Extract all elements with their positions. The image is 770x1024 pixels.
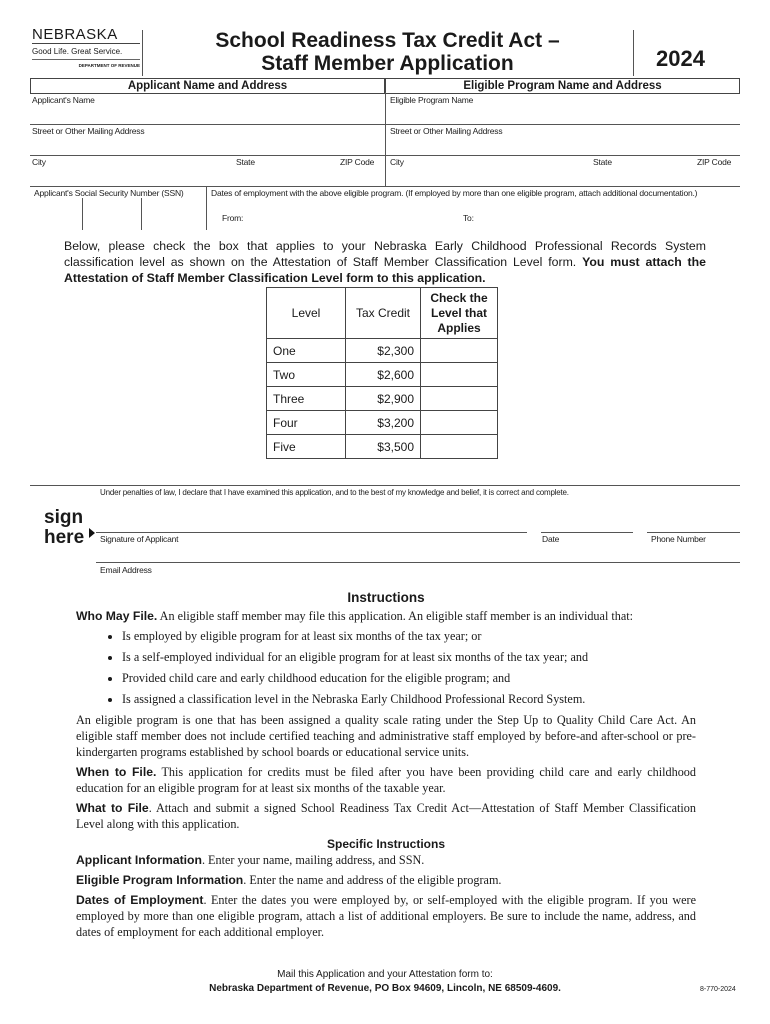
program-street-input[interactable] bbox=[390, 137, 742, 155]
email-input[interactable] bbox=[98, 545, 742, 563]
divider bbox=[30, 186, 740, 187]
list-item: • Is employed by eligible program for at least six months of the tax year; or bbox=[122, 628, 696, 644]
eligible-program-text: An eligible program is one that has been assigned a quality scale rating under the Step Up to Quality Child Care Act. An eligible staff member does not include certified teaching and administrative staff employed by before-and after-school or pre-kindergarten programs established by school boards or educational service units. bbox=[76, 713, 696, 759]
instructions-heading: Instructions bbox=[347, 590, 425, 605]
logo-name: NEBRASKA bbox=[32, 27, 140, 44]
table-row: Two $2,600 bbox=[267, 363, 498, 387]
who-may-file: Who May File. An eligible staff member may file this application. An eligible staff member is an individual that: bbox=[76, 609, 634, 623]
list-item: • Is a self-employed individual for an eligible program for at least six months of the tax year; and bbox=[122, 649, 696, 665]
classification-instructions: Below, please check the box that applies to your Nebraska Early Childhood Professional Records System classification level as shown on the Attestation of Staff Member Classification Level form. You must attach the Attestation of Staff Member Classification Level form to this application. bbox=[64, 239, 707, 285]
eligibility-list bbox=[76, 628, 696, 707]
from-date-input[interactable] bbox=[250, 209, 454, 227]
signature-line bbox=[96, 532, 527, 533]
mailing-address: Nebraska Department of Revenue, PO Box 94609, Lincoln, NE 68509-4609. bbox=[209, 983, 561, 994]
specific-instructions-heading: Specific Instructions bbox=[326, 837, 446, 851]
logo-dept: DEPARTMENT OF REVENUE bbox=[78, 63, 140, 68]
program-state-label: State bbox=[593, 157, 612, 167]
logo-tagline: Good Life. Great Service. bbox=[32, 47, 140, 60]
divider bbox=[30, 124, 740, 125]
program-street-label: Street or Other Mailing Address bbox=[390, 126, 503, 136]
col-check: Check the Level that Applies bbox=[421, 288, 498, 339]
to-date-input[interactable] bbox=[480, 209, 734, 227]
program-city-input[interactable] bbox=[390, 168, 742, 186]
email-line bbox=[96, 562, 740, 563]
level-checkbox[interactable] bbox=[421, 339, 498, 363]
dates-label: Dates of employment with the above eligible program. (If employed by more than one eligible program, attach additional documentation.) bbox=[211, 188, 698, 198]
form-number: 8-770-2024 bbox=[700, 986, 736, 993]
table-row: Five $3,500 bbox=[267, 435, 498, 459]
level-checkbox[interactable] bbox=[421, 435, 498, 459]
program-city-label: City bbox=[390, 157, 404, 167]
applicant-information: Applicant Information. Enter your name, mailing address, and SSN. bbox=[76, 853, 425, 867]
phone-label: Phone Number bbox=[651, 534, 706, 544]
signature-input[interactable] bbox=[98, 512, 530, 532]
applicant-street-label: Street or Other Mailing Address bbox=[32, 126, 145, 136]
applicant-state-label: State bbox=[236, 157, 255, 167]
date-label: Date bbox=[542, 534, 560, 544]
sign-here-label: sign here bbox=[44, 507, 85, 548]
ssn-input[interactable] bbox=[32, 205, 206, 227]
divider bbox=[142, 30, 143, 76]
program-information: Eligible Program Information. Enter the name and address of the eligible program. bbox=[76, 873, 502, 887]
applicant-section-header: Applicant Name and Address bbox=[30, 78, 385, 94]
instructions-section bbox=[76, 590, 696, 944]
divider bbox=[30, 155, 740, 156]
program-name-input[interactable] bbox=[390, 106, 742, 124]
classification-level-table bbox=[266, 287, 498, 459]
program-name-label: Eligible Program Name bbox=[390, 95, 474, 105]
applicant-name-input[interactable] bbox=[32, 106, 386, 124]
tax-year: 2024 bbox=[656, 46, 705, 71]
to-label: To: bbox=[463, 213, 474, 223]
mail-instructions: Mail this Application and your Attestation form to: bbox=[277, 969, 493, 980]
divider bbox=[206, 186, 207, 230]
list-item: • Is assigned a classification level in the Nebraska Early Childhood Professional Record System. bbox=[122, 691, 696, 707]
level-checkbox[interactable] bbox=[421, 411, 498, 435]
table-row: Three $2,900 bbox=[267, 387, 498, 411]
applicant-name-label: Applicant's Name bbox=[32, 95, 95, 105]
divider bbox=[633, 30, 634, 76]
applicant-street-input[interactable] bbox=[32, 137, 386, 155]
divider bbox=[30, 485, 740, 486]
applicant-zip-label: ZIP Code bbox=[340, 157, 375, 167]
dates-of-employment: Dates of Employment. Enter the dates you were employed by, or self-employed with the eligible program. If you were employed by more than one eligible program, attach a list of additional employers. Be sure to include the name, address, and dates of employment for each additional employer. bbox=[76, 893, 697, 939]
from-label: From: bbox=[222, 213, 244, 223]
signature-label: Signature of Applicant bbox=[100, 534, 179, 544]
when-to-file: When to File. This application for credits must be filed after you have been providing child care and early childhood education for an eligible program for at least six months of the taxable year. bbox=[76, 765, 696, 795]
date-line bbox=[541, 532, 633, 533]
declaration-text: Under penalties of law, I declare that I have examined this application, and to the best of my knowledge and belief, it is correct and complete. bbox=[100, 488, 569, 497]
program-section-header: Eligible Program Name and Address bbox=[385, 78, 740, 94]
applicant-city-label: City bbox=[32, 157, 46, 167]
phone-line bbox=[647, 532, 740, 533]
nebraska-logo bbox=[32, 27, 140, 68]
level-checkbox[interactable] bbox=[421, 363, 498, 387]
col-level: Level bbox=[267, 288, 346, 339]
form-title: School Readiness Tax Credit Act – Staff Member Application bbox=[215, 29, 560, 75]
level-checkbox[interactable] bbox=[421, 387, 498, 411]
col-tax-credit: Tax Credit bbox=[346, 288, 421, 339]
arrow-right-icon bbox=[89, 528, 95, 538]
email-label: Email Address bbox=[100, 565, 152, 575]
what-to-file: What to File. Attach and submit a signed School Readiness Tax Credit Act—Attestation of Staff Member Classification Level along with this application. bbox=[76, 801, 696, 831]
applicant-city-input[interactable] bbox=[32, 168, 386, 186]
table-row: Four $3,200 bbox=[267, 411, 498, 435]
program-zip-label: ZIP Code bbox=[697, 157, 732, 167]
list-item: • Provided child care and early childhood education for the eligible program; and bbox=[122, 670, 696, 686]
table-row: One $2,300 bbox=[267, 339, 498, 363]
ssn-label: Applicant's Social Security Number (SSN) bbox=[34, 188, 184, 198]
